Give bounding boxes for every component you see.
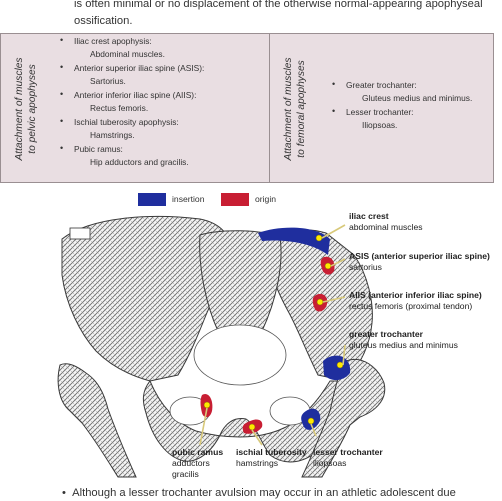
list-item-detail: Gluteus medius and minimus. bbox=[362, 93, 473, 103]
label-ischial-tuberosity: ischial tuberosity hamstrings bbox=[236, 447, 307, 468]
list-item: • Iliac crest apophysis: bbox=[60, 35, 152, 46]
label-iliac-crest: iliac crest abdominal muscles bbox=[349, 211, 423, 232]
intro-paragraph: is often minimal or no displacement of the otherwise normal-appearing apophyseal ossification. bbox=[74, 0, 483, 27]
bullet-icon: • bbox=[62, 487, 73, 499]
origin-legend-label: origin bbox=[255, 194, 277, 204]
femoral-label-line2: to femoral apophyses bbox=[296, 60, 307, 158]
femoral-label-line1: Attachment of muscles bbox=[283, 57, 294, 161]
footer-bullet bbox=[62, 487, 456, 499]
scale-label bbox=[70, 228, 90, 239]
pelvic-apophyses-cell bbox=[1, 34, 270, 182]
list-item-detail: Rectus femoris. bbox=[90, 103, 149, 113]
femoral-list bbox=[332, 80, 472, 134]
label-aiis: AIIS (anterior inferior iliac spine) rectus femoris (proximal tendon) bbox=[349, 290, 482, 311]
list-item: • Ischial tuberosity apophysis: bbox=[60, 116, 179, 127]
pelvic-list bbox=[60, 36, 204, 171]
list-item-detail: Hip adductors and gracilis. bbox=[90, 157, 189, 167]
left-femur bbox=[58, 364, 136, 477]
pelvic-label-line2: to pelvic apophyses bbox=[27, 64, 38, 154]
femoral-apophyses-cell bbox=[270, 34, 493, 182]
list-item-detail: Iliopsoas. bbox=[362, 120, 398, 130]
label-pubic-ramus: pubic ramus adductors gracilis bbox=[172, 447, 224, 479]
pelvic-inlet bbox=[194, 325, 286, 385]
femoral-row-label bbox=[282, 36, 308, 182]
list-item: • Lesser trochanter: bbox=[332, 106, 414, 117]
apophyses-table bbox=[0, 33, 494, 183]
label-lesser-trochanter: lesser trochanter iliopsoas bbox=[313, 447, 383, 468]
insertion-legend-label: insertion bbox=[172, 194, 205, 204]
list-item: • Anterior inferior iliac spine (AIIS): bbox=[60, 89, 197, 100]
list-item-detail: Sartorius. bbox=[90, 76, 126, 86]
pelvis-figure bbox=[0, 205, 502, 485]
list-item-detail: Hamstrings. bbox=[90, 130, 135, 140]
pelvic-label-line1: Attachment of muscles bbox=[14, 57, 25, 161]
list-item: • Pubic ramus: bbox=[60, 143, 123, 154]
footer-text: Although a lesser trochanter avulsion may occur in an athletic adolescent due bbox=[72, 487, 456, 499]
list-item: • Greater trochanter: bbox=[332, 79, 417, 90]
list-item: • Anterior superior iliac spine (ASIS): bbox=[60, 62, 205, 73]
label-greater-trochanter: greater trochanter gluteus medius and minimus bbox=[349, 329, 458, 350]
label-asis: ASIS (anterior superior iliac spine) sartorius bbox=[349, 251, 490, 272]
pelvic-row-label bbox=[13, 36, 39, 182]
list-item-detail: Abdominal muscles. bbox=[90, 49, 165, 59]
